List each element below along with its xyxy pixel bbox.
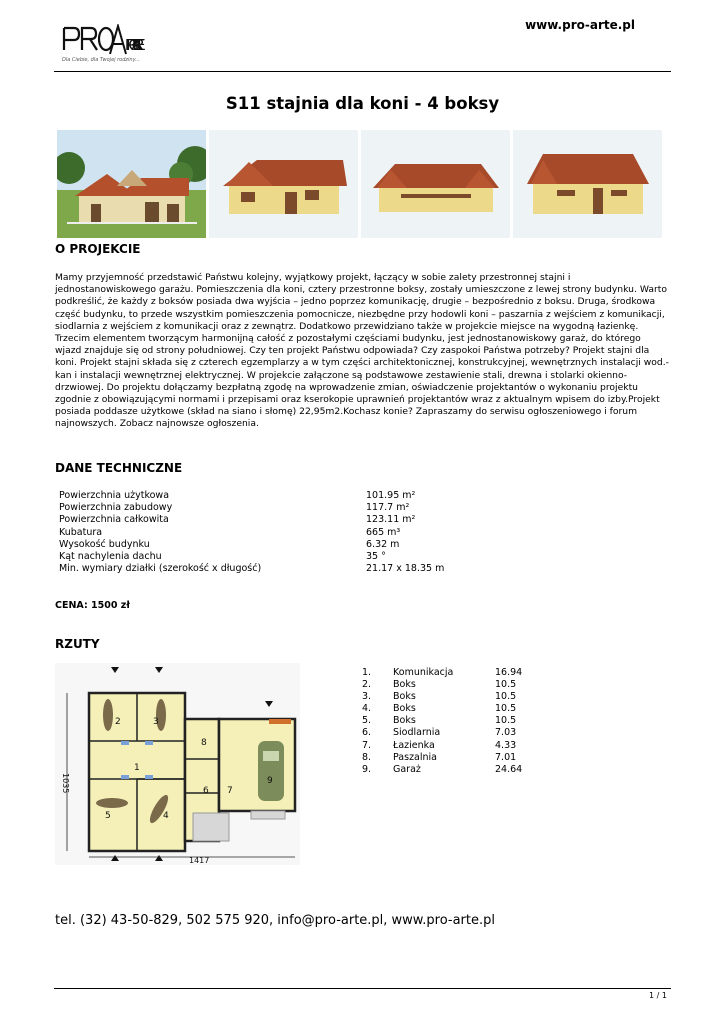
room-area: 10.5 <box>495 703 517 715</box>
tech-value: 665 m³ <box>366 526 401 538</box>
room-name: Siodlarnia <box>393 727 441 739</box>
room-name: Łazienka <box>393 739 435 751</box>
plans-heading: RZUTY <box>55 637 100 651</box>
list-item <box>362 667 562 679</box>
list-item <box>362 703 562 715</box>
room-area: 4.33 <box>495 739 517 751</box>
room-name: Boks <box>393 715 416 727</box>
room-number: 9 <box>267 776 273 786</box>
tech-label: Kubatura <box>59 526 103 538</box>
room-number: 8 <box>201 738 207 748</box>
plan-height-dimension: 1035 <box>61 773 70 794</box>
room-no: 6. <box>362 727 372 739</box>
room-area: 7.01 <box>495 751 517 763</box>
room-number: 5 <box>105 811 111 821</box>
room-name: Komunikacja <box>393 667 454 678</box>
tech-label: Powierzchnia zabudowy <box>59 502 173 514</box>
room-no: 3. <box>362 691 372 703</box>
tech-label: Wysokość budynku <box>59 538 150 550</box>
room-area: 16.94 <box>495 667 523 678</box>
tech-value: 101.95 m² <box>366 490 416 501</box>
about-heading: O PROJEKCIE <box>55 242 141 256</box>
list-item <box>362 727 562 739</box>
room-no: 9. <box>362 763 372 775</box>
room-no: 7. <box>362 739 372 751</box>
room-number: 2 <box>115 717 121 727</box>
tech-label: Kąt nachylenia dachu <box>59 550 162 562</box>
tech-value: 35 ° <box>366 550 386 562</box>
room-name: Boks <box>393 679 416 691</box>
list-item <box>362 715 562 727</box>
price-label: CENA: 1500 zł <box>55 600 130 611</box>
photo-render-side[interactable] <box>209 130 358 238</box>
tech-value: 21.17 x 18.35 m <box>366 563 445 575</box>
rooms-list <box>362 667 562 776</box>
room-number: 1 <box>134 763 140 773</box>
logo-text: PROARTE <box>125 37 145 54</box>
room-name: Boks <box>393 691 416 703</box>
list-item <box>362 764 562 776</box>
photo-render-back[interactable] <box>513 130 662 238</box>
room-area: 7.03 <box>495 727 517 739</box>
page-number: 1 / 1 <box>649 991 667 1000</box>
room-area: 10.5 <box>495 715 517 727</box>
tech-value: 123.11 m² <box>366 514 416 526</box>
room-no: 4. <box>362 703 372 715</box>
room-number: 4 <box>163 811 169 821</box>
room-no: 2. <box>362 679 372 691</box>
room-no: 8. <box>362 751 372 763</box>
room-name: Boks <box>393 703 416 715</box>
room-name: Garaż <box>393 763 421 775</box>
list-item <box>362 740 562 752</box>
floor-plan[interactable] <box>55 663 300 865</box>
tech-label: Min. wymiary działki (szerokość x długość) <box>59 563 262 575</box>
room-number: 7 <box>227 786 233 796</box>
website-url[interactable]: www.pro-arte.pl <box>525 18 635 32</box>
project-description: Mamy przyjemność przedstawić Państwu kolejny, wyjątkowy projekt, łączący w sobie zalety przestronnej stajni i jednostanowiskowego garażu. Pomieszczenia dla koni, cztery przestronne boksy, zostały umieszczone z lewej strony budynku. Warto podkreślić, że każdy z boksów posiada dwa wyjścia – jedno poprzez komunikację, drugie – bezpośrednio z boksu. Druga, środkowa część budynku, to przede wszystkim pomieszczenia pomocnicze, niezbędne przy hodowli koni – paszarnia z wejściem z komunikacji, siodlarnia z wejściem z komunikacji oraz z zewnątrz. Dodatkowo przewidziano także w projekcie miejsce na wygodną łazienkę. Trzecim elementem tworzącym harmonijną całość z pozostałymi częściami budynku, jest jednostanowiskowy garaż, do którego wjazd znajduje się od strony południowej. Czy ten projekt Państwu odpowiada? Czy zaspokoi Państwa potrzeby? Projekt stajni dla koni. Projekt stajni składa się z czterech egzemplarzy a w tym części architektonicznej, konstrukcyjnej, wewnętrznych instalacji wod.-kan i instalacji wewnętrznej elektrycznej. W projekcie załączone są podstawowe zestawienie stali, drewna i stolarki okienno-drzwiowej. Do projektu dołączamy bezpłatną zgodę na wprowadzenie zmian, oświadczenie projektantów o wykonaniu projektu zgodnie z obowiązującymi normami i przepisami oraz kserokopie uprawnień projektantów wraz z aktualnym wpisem do izby.Projekt posiada poddasze użytkowe (skład na siano i słomę) 22,95m2.Kochasz konie? Zapraszamy do serwisu ogłoszeniowego i forum najnowszych. Zobacz najnowsze ogłoszenia. <box>55 272 669 430</box>
list-item <box>362 679 562 691</box>
photo-visualization-front[interactable] <box>57 130 206 238</box>
tech-value: 117.7 m² <box>366 502 410 514</box>
room-area: 24.64 <box>495 763 523 775</box>
tech-label: Powierzchnia całkowita <box>59 514 169 526</box>
photo-render-front[interactable] <box>361 130 510 238</box>
room-number: 6 <box>203 786 209 796</box>
room-name: Paszalnia <box>393 751 438 763</box>
page-title: S11 stajnia dla koni - 4 boksy <box>225 94 500 113</box>
footer-divider <box>54 988 671 989</box>
tech-value: 6.32 m <box>366 538 400 550</box>
plan-width-dimension: 1417 <box>189 856 210 865</box>
logo-tagline: Dla Ciebie, dla Twojej rodziny... <box>62 57 140 63</box>
contact-info: tel. (32) 43-50-829, 502 575 920, info@pro-arte.pl, www.pro-arte.pl <box>55 913 495 928</box>
list-item <box>362 691 562 703</box>
tech-label: Powierzchnia użytkowa <box>59 490 170 501</box>
room-no: 5. <box>362 715 372 727</box>
tech-heading: DANE TECHNICZNE <box>55 461 183 475</box>
list-item <box>362 752 562 764</box>
room-area: 10.5 <box>495 679 517 691</box>
room-no: 1. <box>362 667 372 678</box>
room-number: 3 <box>153 717 159 727</box>
header-divider <box>54 71 671 72</box>
room-area: 10.5 <box>495 691 517 703</box>
